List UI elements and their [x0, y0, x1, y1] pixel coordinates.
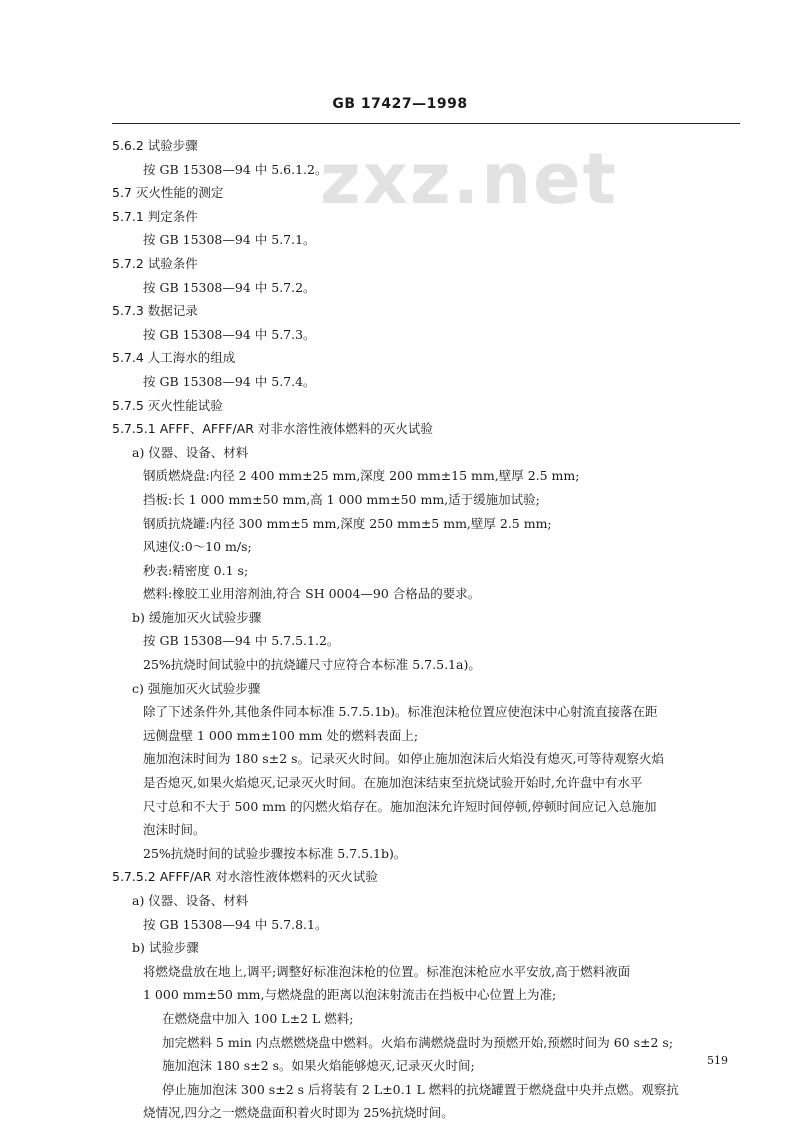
text-line: 停止施加泡沫 300 s±2 s 后将装有 2 L±0.1 L 燃料的抗烧罐置于燃烧盘中央并点燃。观察抗: [162, 1081, 679, 1097]
text-line: 尺寸总和不大于 500 mm 的闪燃火焰存在。施加泡沫允许短时间停顿,停顿时间应记入总施加: [143, 798, 657, 814]
watermark-text: zxz.net: [320, 138, 618, 220]
text-line: 钢质抗烧罐:内径 300 mm±5 mm,深度 250 mm±5 mm,壁厚 2.5 mm;: [143, 515, 552, 531]
text-line: a) 仪器、设备、材料: [132, 893, 249, 908]
text-line: 25%抗烧时间试验中的抗烧罐尺寸应符合本标准 5.7.5.1a)。: [143, 657, 481, 673]
section-heading: 5.7.5.2 AFFF/AR 对水溶性液体燃料的灭火试验: [112, 869, 378, 885]
section-heading: 5.7.4 人工海水的组成: [112, 350, 236, 366]
text-line: 在燃烧盘中加入 100 L±2 L 燃料;: [162, 1010, 354, 1026]
text-line: 烧情况,四分之一燃烧盘面积着火时即为 25%抗烧时间。: [143, 1105, 454, 1121]
text-line: 远侧盘壁 1 000 mm±100 mm 处的燃料表面上;: [143, 727, 419, 743]
text-line: 按 GB 15308—94 中 5.6.1.2。: [143, 161, 328, 177]
text-line: 施加泡沫 180 s±2 s。如果火焰能够熄灭,记录灭火时间;: [162, 1058, 475, 1074]
text-line: 1 000 mm±50 mm,与燃烧盘的距离以泡沫射流击在挡板中心位置上为准;: [143, 987, 557, 1003]
section-heading: 5.7.3 数据记录: [112, 303, 198, 319]
text-line: 是否熄灭,如果火焰熄灭,记录灭火时间。在施加泡沫结束至抗烧试验开始时,允许盘中有水平: [143, 775, 643, 791]
text-line: 25%抗烧时间的试验步骤按本标准 5.7.5.1b)。: [143, 845, 407, 861]
text-line: 按 GB 15308—94 中 5.7.8.1。: [143, 916, 328, 932]
section-heading: 5.7.1 判定条件: [112, 208, 198, 224]
text-line: 秒表:精密度 0.1 s;: [143, 562, 249, 578]
text-line: 按 GB 15308—94 中 5.7.4。: [143, 373, 316, 389]
text-line: a) 仪器、设备、材料: [132, 444, 249, 460]
text-line: 泡沫时间。: [143, 822, 206, 838]
text-line: 燃料:橡胶工业用溶剂油,符合 SH 0004—90 合格品的要求。: [143, 586, 481, 602]
page-number: 519: [707, 1054, 728, 1067]
section-heading: 5.7 灭火性能的测定: [112, 185, 224, 201]
text-line: 挡板:长 1 000 mm±50 mm,高 1 000 mm±50 mm,适于缓施加试验;: [143, 491, 540, 507]
text-line: 按 GB 15308—94 中 5.7.2。: [143, 279, 316, 295]
section-heading: 5.7.5.1 AFFF、AFFF/AR 对非水溶性液体燃料的灭火试验: [112, 421, 433, 437]
text-line: b) 试验步骤: [132, 940, 199, 956]
section-heading: 5.7.5 灭火性能试验: [112, 397, 223, 413]
section-heading: 5.7.2 试验条件: [112, 255, 198, 271]
text-line: 施加泡沫时间为 180 s±2 s。记录灭火时间。如停止施加泡沫后火焰没有熄灭,可等待观察火焰: [143, 751, 665, 767]
text-line: 将燃烧盘放在地上,调平;调整好标准泡沫枪的位置。标准泡沫枪应水平安放,高于燃料液面: [143, 963, 631, 979]
standard-code-header: GB 17427—1998: [332, 96, 468, 112]
text-line: 按 GB 15308—94 中 5.7.3。: [143, 326, 316, 342]
section-heading: 5.6.2 试验步骤: [112, 138, 198, 153]
header-divider: [112, 123, 740, 124]
text-line: 加完燃料 5 min 内点燃燃烧盘中燃料。火焰布满燃烧盘时为预燃开始,预燃时间为 60 s±2 s;: [162, 1034, 674, 1050]
text-line: 风速仪:0～10 m/s;: [143, 539, 252, 555]
text-line: 除了下述条件外,其他条件同本标准 5.7.5.1b)。标准泡沫枪位置应使泡沫中心射流直接落在距: [143, 704, 658, 720]
body-text: [112, 134, 744, 1125]
text-line: 按 GB 15308—94 中 5.7.1。: [143, 232, 316, 248]
text-line: b) 缓施加灭火试验步骤: [132, 609, 262, 625]
text-line: 按 GB 15308—94 中 5.7.5.1.2。: [143, 633, 340, 649]
text-line: 钢质燃烧盘:内径 2 400 mm±25 mm,深度 200 mm±15 mm,壁厚 2.5 mm;: [143, 468, 580, 484]
text-line: c) 强施加灭火试验步骤: [132, 680, 261, 696]
